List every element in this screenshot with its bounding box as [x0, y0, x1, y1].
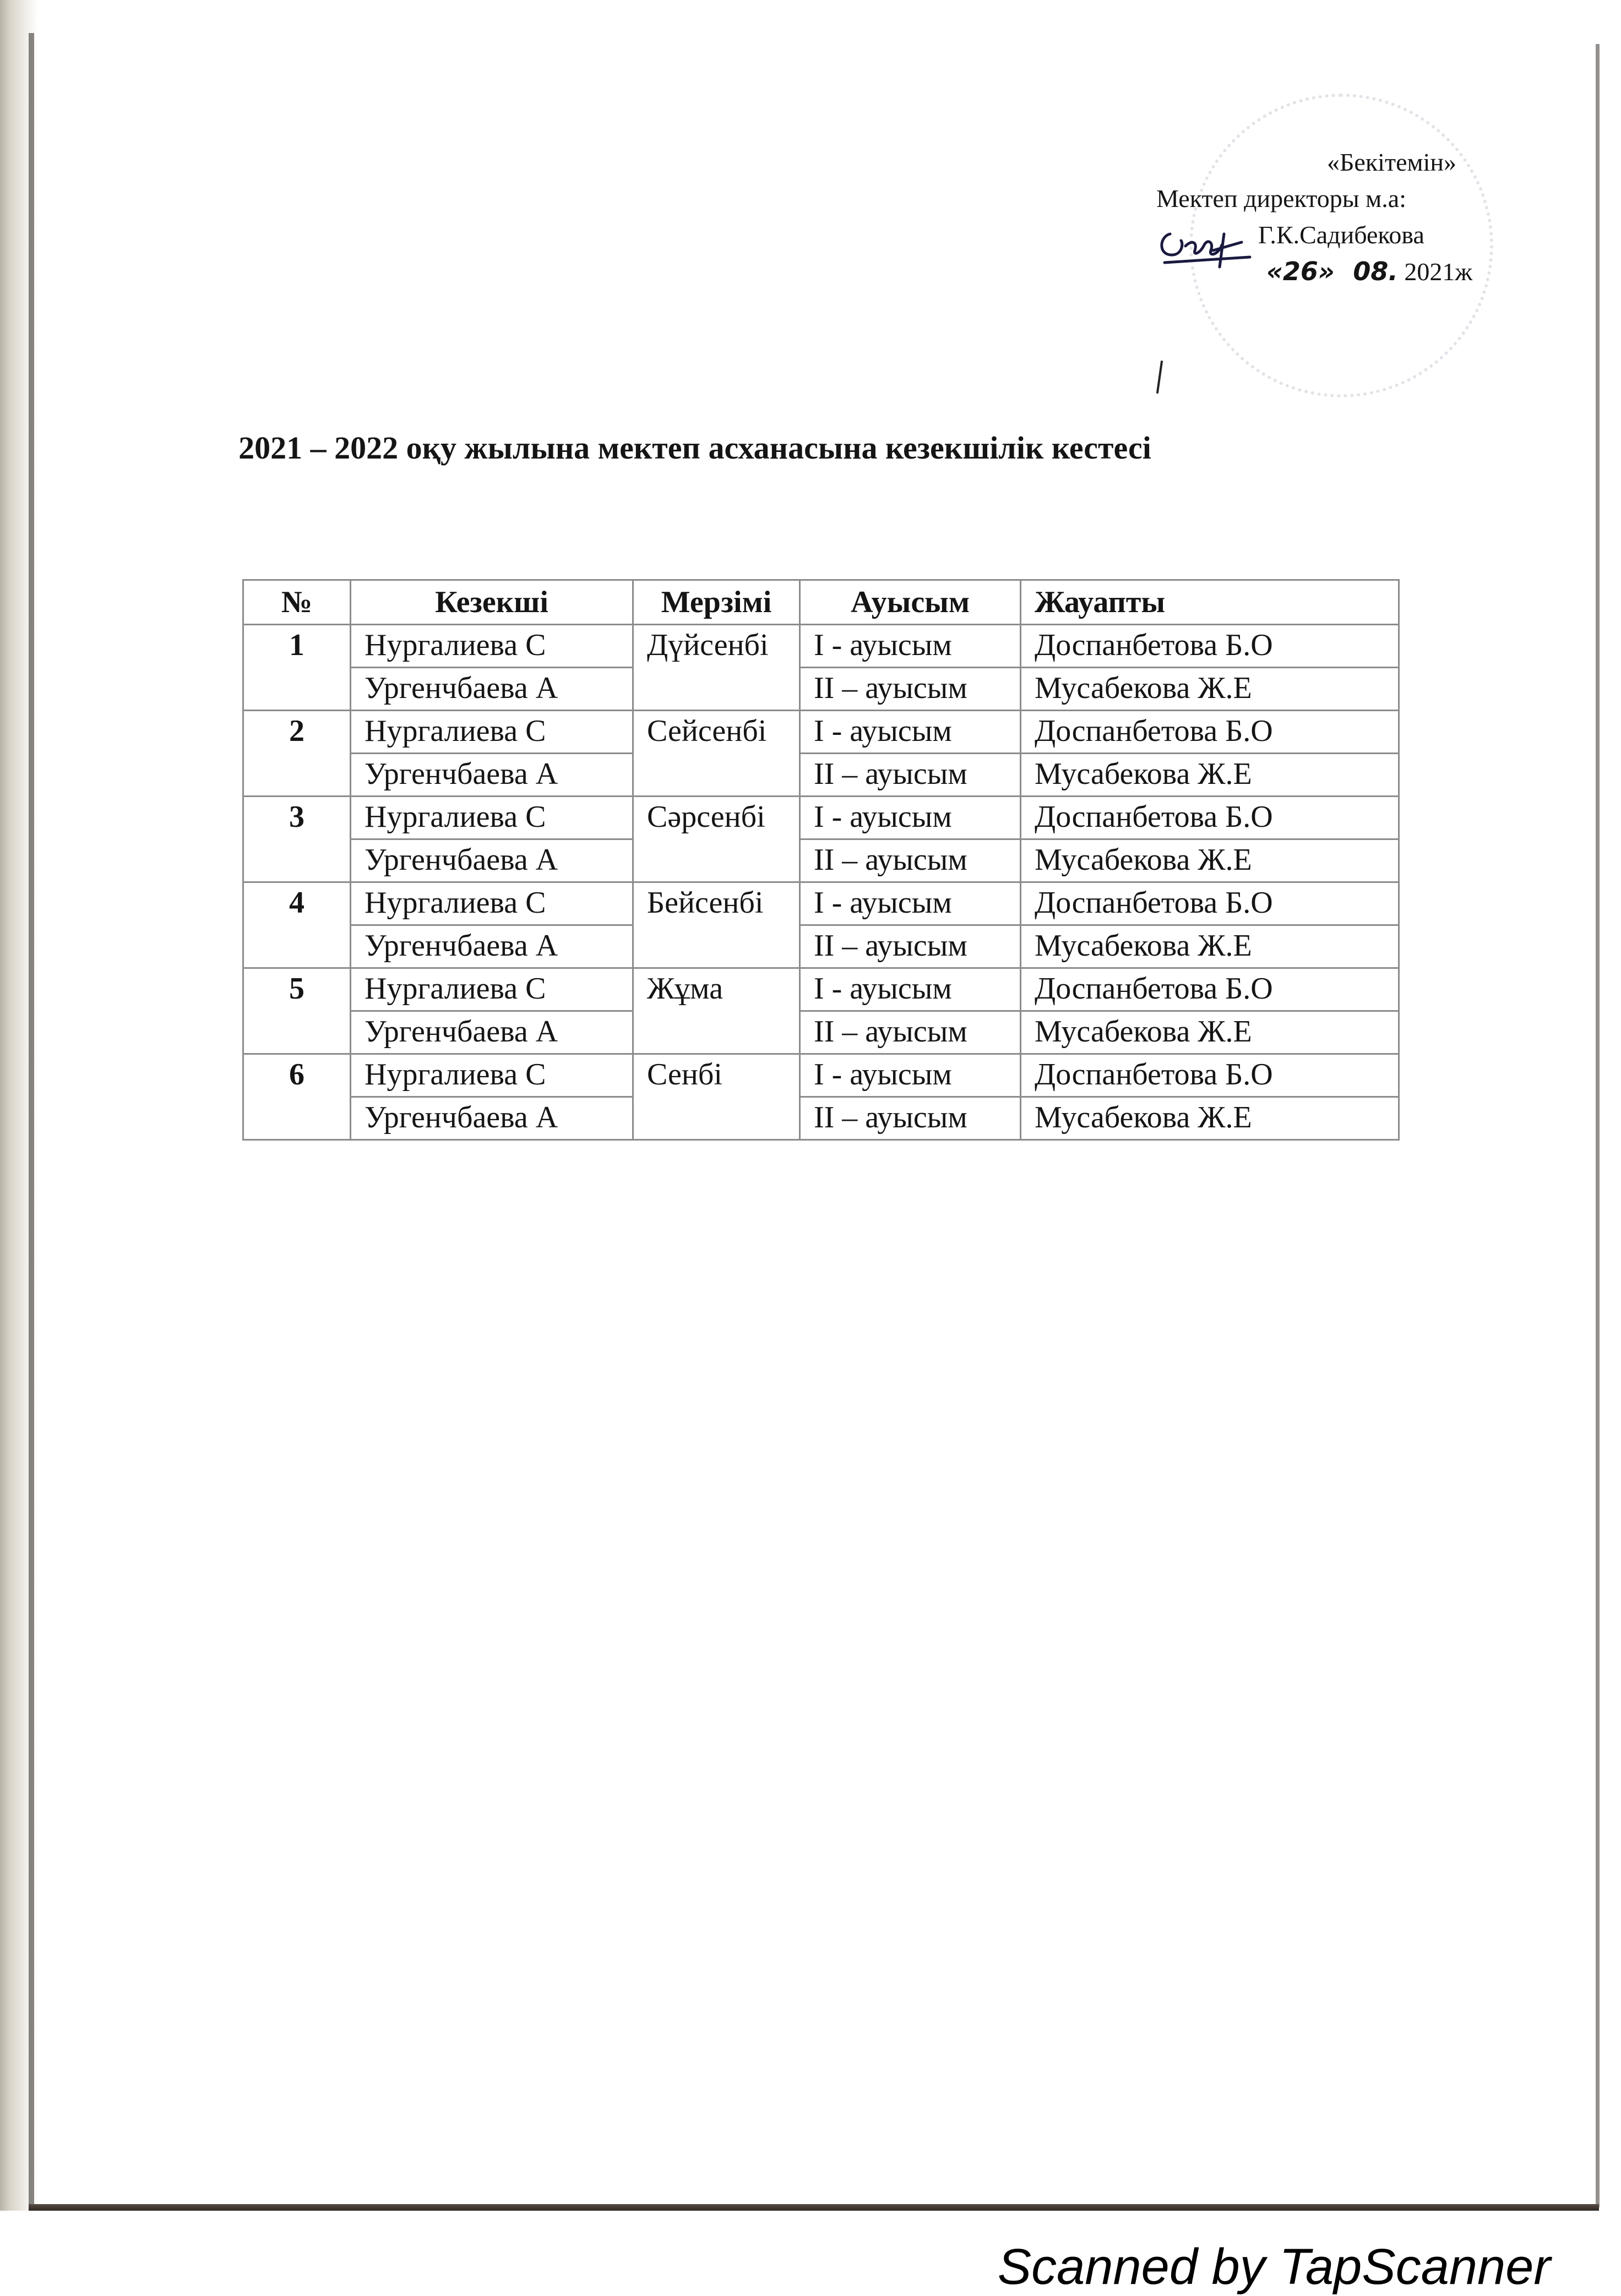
table-header-row [243, 580, 1399, 625]
approval-heading: «Бекітемін» [1327, 148, 1456, 176]
header-number: № [243, 580, 351, 625]
responsible-person: Доспанбетова Б.О [1021, 711, 1399, 754]
responsible-person: Мусабекова Ж.Е [1021, 754, 1399, 797]
document-title: 2021 – 2022 оқу жылына мектеп асханасына кезекшілік кестесі [238, 430, 1151, 466]
table-row [243, 882, 1399, 925]
responsible-person: Мусабекова Ж.Е [1021, 1011, 1399, 1054]
shift: І - ауысым [800, 797, 1021, 839]
table-row [243, 1097, 1399, 1140]
table-row [243, 839, 1399, 882]
responsible-person: Доспанбетова Б.О [1021, 882, 1399, 925]
shift: ІІ – ауысым [800, 1011, 1021, 1054]
responsible-person: Доспанбетова Б.О [1021, 1054, 1399, 1097]
duty-person: Ургенчбаева А [351, 1097, 633, 1140]
duty-person: Ургенчбаева А [351, 754, 633, 797]
shift: І - ауысым [800, 1054, 1021, 1097]
shift: І - ауысым [800, 968, 1021, 1011]
duty-person: Нургалиева С [351, 882, 633, 925]
scan-right-border [1596, 44, 1600, 2207]
approval-position: Мектеп директоры м.а: [1156, 184, 1406, 212]
responsible-person: Доспанбетова Б.О [1021, 797, 1399, 839]
duty-person: Ургенчбаева А [351, 925, 633, 968]
header-responsible: Жауапты [1021, 580, 1399, 625]
duty-person: Ургенчбаева А [351, 839, 633, 882]
duty-person: Нургалиева С [351, 797, 633, 839]
day-of-week: Дүйсенбі [633, 625, 800, 711]
row-number: 2 [243, 711, 351, 797]
header-date: Мерзімі [633, 580, 800, 625]
row-number: 5 [243, 968, 351, 1054]
header-duty: Кезекші [351, 580, 633, 625]
table-row [243, 797, 1399, 839]
scan-left-border [29, 33, 34, 2213]
responsible-person: Мусабекова Ж.Е [1021, 925, 1399, 968]
table-row [243, 1054, 1399, 1097]
shift: І - ауысым [800, 882, 1021, 925]
pen-mark [1156, 361, 1163, 394]
approval-director-name: Г.К.Садибекова [1258, 221, 1424, 249]
scan-bottom-edge [29, 2204, 1599, 2211]
shift: І - ауысым [800, 625, 1021, 668]
approval-date-day: «26» [1266, 257, 1335, 286]
shift: ІІ – ауысым [800, 1097, 1021, 1140]
shift: ІІ – ауысым [800, 925, 1021, 968]
table-row [243, 668, 1399, 711]
day-of-week: Сенбі [633, 1054, 800, 1140]
shift: ІІ – ауысым [800, 668, 1021, 711]
duty-person: Нургалиева С [351, 711, 633, 754]
row-number: 6 [243, 1054, 351, 1140]
shift: ІІ – ауысым [800, 754, 1021, 797]
responsible-person: Доспанбетова Б.О [1021, 625, 1399, 668]
approval-date-year: 2021ж [1404, 258, 1473, 286]
table-row [243, 625, 1399, 668]
duty-person: Нургалиева С [351, 1054, 633, 1097]
scanner-watermark: Scanned by TapScanner [997, 2239, 1551, 2295]
duty-person: Нургалиева С [351, 968, 633, 1011]
responsible-person: Мусабекова Ж.Е [1021, 839, 1399, 882]
duty-person: Ургенчбаева А [351, 1011, 633, 1054]
row-number: 3 [243, 797, 351, 882]
table-row [243, 1011, 1399, 1054]
day-of-week: Сәрсенбі [633, 797, 800, 882]
shift: І - ауысым [800, 711, 1021, 754]
table-row [243, 754, 1399, 797]
duty-schedule-table [242, 579, 1400, 1141]
table-row [243, 925, 1399, 968]
responsible-person: Мусабекова Ж.Е [1021, 668, 1399, 711]
duty-person: Ургенчбаева А [351, 668, 633, 711]
table-row [243, 968, 1399, 1011]
header-shift: Ауысым [800, 580, 1021, 625]
day-of-week: Жұма [633, 968, 800, 1054]
row-number: 1 [243, 625, 351, 711]
approval-date-month: 08. [1353, 257, 1398, 286]
shift: ІІ – ауысым [800, 839, 1021, 882]
day-of-week: Сейсенбі [633, 711, 800, 797]
table-row [243, 711, 1399, 754]
duty-person: Нургалиева С [351, 625, 633, 668]
day-of-week: Бейсенбі [633, 882, 800, 968]
responsible-person: Мусабекова Ж.Е [1021, 1097, 1399, 1140]
responsible-person: Доспанбетова Б.О [1021, 968, 1399, 1011]
director-signature [1154, 212, 1264, 272]
row-number: 4 [243, 882, 351, 968]
